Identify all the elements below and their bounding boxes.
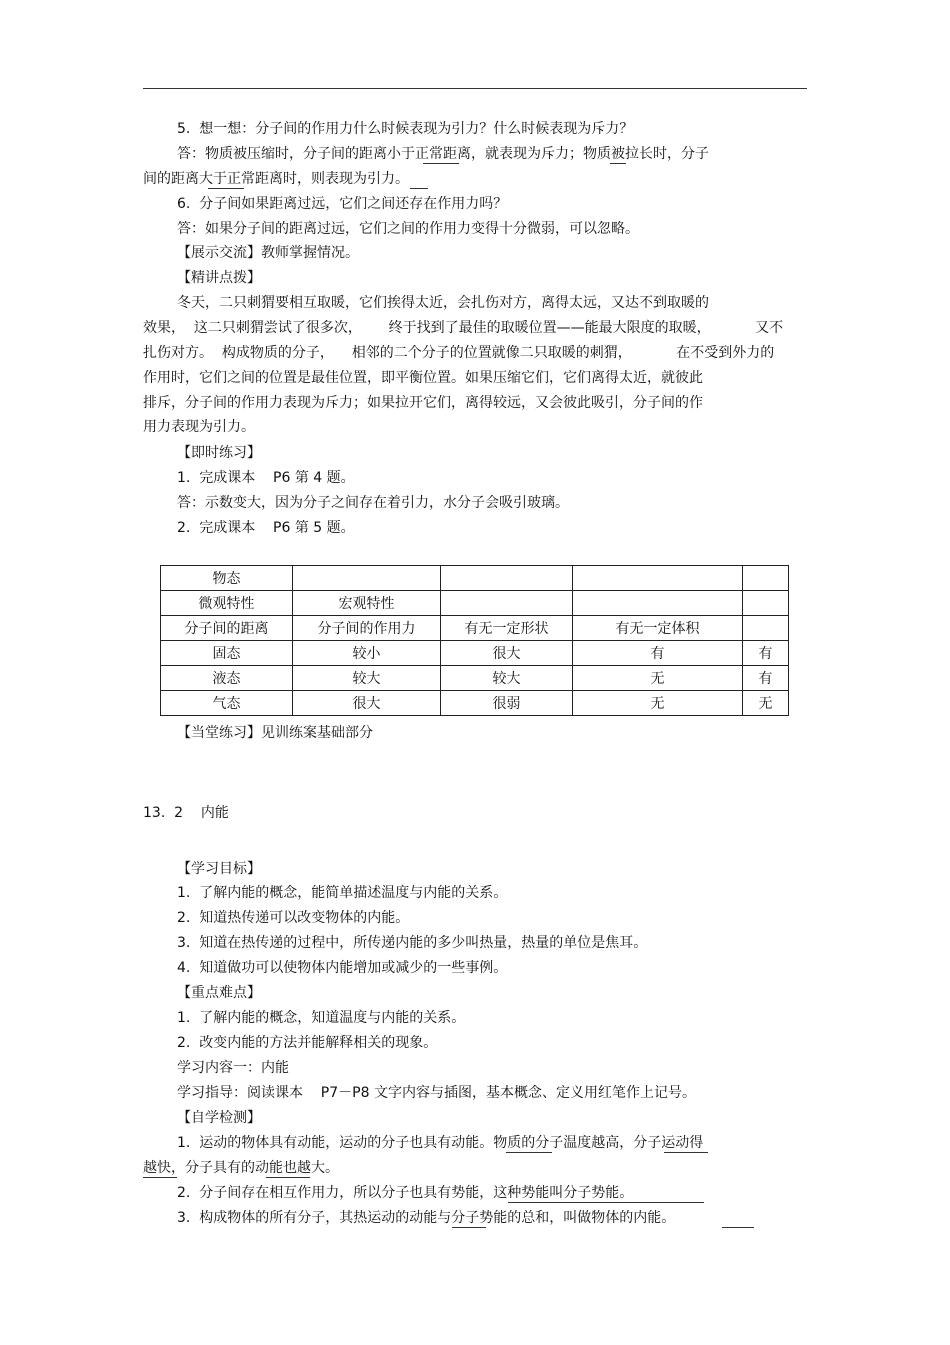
question-6: 6. 分子间如果距离过远，它们之间还存在作用力吗？ (177, 196, 508, 212)
section-title: 13. 2 内能 (143, 805, 229, 821)
table-cell: 液态 (161, 666, 293, 691)
blank-underline (410, 188, 428, 189)
table-cell: 固态 (161, 641, 293, 666)
paragraph-line-4: 作用时，它们之间的位置是最佳位置，即平衡位置。如果压缩它们，它们离得太近，就彼此 (143, 370, 703, 386)
table-cell: 有 (573, 641, 743, 666)
blank-underline (143, 1177, 177, 1178)
table-cell: 无 (573, 666, 743, 691)
self-check-1-line-2: 越快，分子具有的动能也越大。 (143, 1160, 339, 1176)
blank-underline (208, 188, 244, 189)
practice-1-answer: 答：示数变大，因为分子之间存在着引力，水分子会吸引玻璃。 (177, 495, 569, 511)
section-show-exchange: 【展示交流】教师掌握情况。 (177, 245, 359, 261)
table-cell (293, 566, 441, 591)
paragraph-line-1: 冬天，二只刺猬要相互取暖，它们挨得太近，会扎伤对方，离得太远，又达不到取暖的 (177, 295, 709, 311)
table-cell (573, 566, 743, 591)
paragraph-line-2: 效果， 这二只刺猬尝试了很多次， 终于找到了最佳的取暖位置——能最大限度的取暖， 又不 (143, 320, 784, 336)
section-self-check: 【自学检测】 (177, 1110, 261, 1126)
table-cell: 无 (743, 691, 789, 716)
table-cell: 微观特性 (161, 591, 293, 616)
header-rule (143, 88, 807, 89)
section-key-difficulties: 【重点难点】 (177, 985, 261, 1001)
table-row (161, 566, 789, 591)
self-check-1-line-1: 1. 运动的物体具有动能，运动的分子也具有动能。物质的分子温度越高，分子运动得 (177, 1135, 704, 1151)
table-cell: 很大 (293, 691, 441, 716)
blank-underline (722, 1227, 754, 1228)
blank-underline (266, 1177, 310, 1178)
paragraph-line-5: 排斥，分子间的作用力表现为斥力；如果拉开它们，离得较远，又会彼此吸引，分子间的作 (143, 395, 703, 411)
learning-content-1: 学习内容一：内能 (177, 1060, 289, 1076)
table-cell (441, 566, 573, 591)
table-cell: 有无一定体积 (573, 616, 743, 641)
table-row (161, 666, 789, 691)
table-cell: 物态 (161, 566, 293, 591)
goal-3: 3. 知道在热传递的过程中，所传递内能的多少叫热量，热量的单位是焦耳。 (177, 935, 648, 951)
table-cell: 很大 (441, 641, 573, 666)
table-cell: 较小 (293, 641, 441, 666)
table-cell: 无 (573, 691, 743, 716)
blank-underline (508, 1202, 704, 1203)
self-check-3: 3. 构成物体的所有分子，其热运动的动能与分子势能的总和，叫做物体的内能。 (177, 1210, 676, 1226)
section-explanation: 【精讲点拨】 (177, 270, 261, 286)
table-cell: 分子间的距离 (161, 616, 293, 641)
self-check-2: 2. 分子间存在相互作用力，所以分子也具有势能，这种势能叫分子势能。 (177, 1185, 634, 1201)
practice-1: 1. 完成课本 P6 第 4 题。 (177, 470, 355, 486)
blank-underline (452, 1227, 486, 1228)
table-cell: 有无一定形状 (441, 616, 573, 641)
practice-2: 2. 完成课本 P6 第 5 题。 (177, 520, 355, 536)
difficulty-1: 1. 了解内能的概念，知道温度与内能的关系。 (177, 1010, 466, 1026)
paragraph-line-3: 扎伤对方。 构成物质的分子， 相邻的二个分子的位置就像二只取暖的刺猬， 在不受到外力的 (143, 345, 775, 361)
goal-1: 1. 了解内能的概念，能简单描述温度与内能的关系。 (177, 885, 508, 901)
table-cell: 分子间的作用力 (293, 616, 441, 641)
paragraph-line-6: 用力表现为引力。 (143, 419, 255, 435)
question-5: 5. 想一想：分子间的作用力什么时候表现为引力？什么时候表现为斥力？ (177, 121, 634, 137)
learning-guidance: 学习指导：阅读课本 P7－P8 文字内容与插图，基本概念、定义用红笔作上记号。 (177, 1085, 696, 1101)
blank-underline (506, 1152, 552, 1153)
blank-underline (610, 163, 626, 164)
section-learning-goals: 【学习目标】 (177, 861, 261, 877)
table-row (161, 591, 789, 616)
section-class-practice: 【当堂练习】见训练案基础部分 (177, 725, 373, 741)
table-cell (743, 616, 789, 641)
section-instant-practice: 【即时练习】 (177, 445, 261, 461)
states-of-matter-table (160, 565, 789, 716)
goal-2: 2. 知道热传递可以改变物体的内能。 (177, 910, 410, 926)
table-cell: 有 (743, 666, 789, 691)
table-cell: 很弱 (441, 691, 573, 716)
table-row (161, 641, 789, 666)
table-cell: 气态 (161, 691, 293, 716)
table-cell (441, 591, 573, 616)
difficulty-2: 2. 改变内能的方法并能解释相关的现象。 (177, 1035, 438, 1051)
table-cell: 较大 (441, 666, 573, 691)
table-row (161, 616, 789, 641)
table-cell (573, 591, 743, 616)
answer-5-line-1: 答：物质被压缩时，分子间的距离小于正常距离，就表现为斥力；物质被拉长时，分子 (177, 146, 709, 162)
blank-underline (423, 163, 459, 164)
answer-5-line-2: 间的距离大于正常距离时，则表现为引力。 (143, 171, 409, 187)
table-row (161, 691, 789, 716)
table-cell (743, 591, 789, 616)
table-cell: 较大 (293, 666, 441, 691)
table-cell (743, 566, 789, 591)
answer-6: 答：如果分子间的距离过远，它们之间的作用力变得十分微弱，可以忽略。 (177, 221, 639, 237)
table-cell: 宏观特性 (293, 591, 441, 616)
blank-underline (664, 1152, 708, 1153)
table-cell: 有 (743, 641, 789, 666)
goal-4: 4. 知道做功可以使物体内能增加或减少的一些事例。 (177, 960, 508, 976)
